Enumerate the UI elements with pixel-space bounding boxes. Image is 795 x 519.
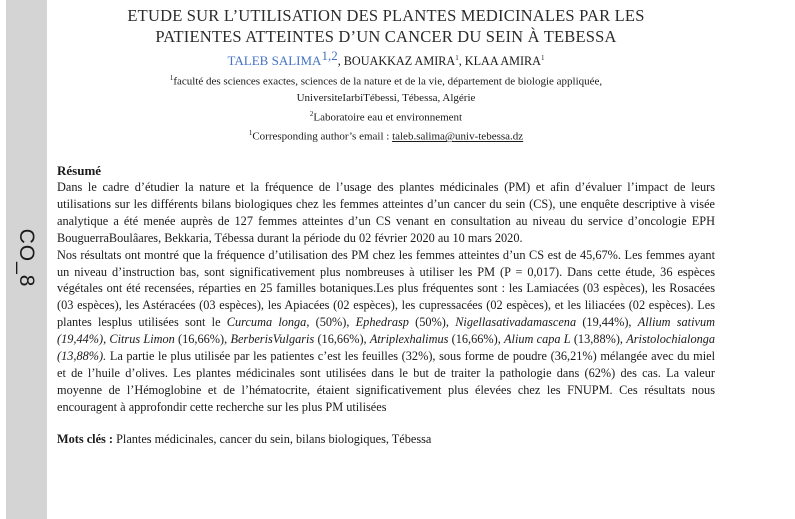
p2-part-d: (19,44%), [576,315,638,330]
title-line-2: PATIENTES ATTEINTES D’UN CANCER DU SEIN À TEBESSA [155,27,617,46]
species-allium-citrus: Allium sativum (19,44%), Citrus Limon [57,315,715,347]
author-list [57,47,715,70]
affiliation-1-line-2: UniversiteIarbiTébessi, Tébessa, Algérie [296,91,476,104]
p2-part-f: (16,66%), [314,332,370,347]
affiliation-2 [57,106,715,126]
resume-heading: Résumé [57,163,102,179]
p2-part-h: (13,88%), [570,332,627,347]
abstract-paragraph-2 [57,247,715,416]
affiliation-1 [57,70,715,90]
session-code-label: CO_8 [15,228,38,288]
affiliation-1-sup: 1 [169,74,174,83]
corresponding-sup: 1 [248,129,253,138]
author-2-sup: 1 [455,54,459,62]
affiliation-1-line-1: faculté des sciences exactes, sciences de la nature et de la vie, département de biologie appliquée, [173,75,603,88]
abstract-paragraph-1: Dans le cadre d’étudier la nature et la fréquence de l’usage des plantes médicinales (PM) et afin d’évaluer l’impact de leurs utilisations sur les différents bilans biologiques chez les femmes atteintes d’un cancer du sein (CS), une enquête descriptive à visée analytique a été menée auprès de 127 femmes atteintes d’un CS venant en consultation au niveau du service d’oncologie EPH BouguerraBoulâares, Bekkaria, Tébessa durant la période du 02 février 2020 au 10 mars 2020. [57,180,715,245]
author-2: , BOUAKKAZ AMIRA [337,54,456,69]
lead-author-sup: 1,2 [321,48,338,63]
affiliation-2-text: Laboratoire eau et environnement [313,111,463,124]
keywords [57,431,715,447]
species-berberis: BerberisVulgaris [230,332,315,347]
species-nigella: Nigellasativadamascena [455,315,577,330]
document-body [57,0,715,447]
species-alium-capa: Alium capa L [504,332,571,347]
title-line-1: ETUDE SUR L’UTILISATION DES PLANTES MEDICINALES PAR LES [127,6,645,25]
p2-part-c: (50%), [408,315,456,330]
p2-part-e: (16,66%), [174,332,231,347]
species-aristolochia: Aristolochialonga (13,88%). [57,332,716,364]
email-link[interactable]: taleb.salima@univ-tebessa.dz [392,131,524,144]
p2-part-b: (50%), [309,315,356,330]
paper-title [57,5,715,47]
lead-author: TALEB SALIMA [227,53,322,69]
p2-part-a: Nos résultats ont montré que la fréquence d’utilisation des PM chez les femmes atteintes d’un CS est de 45,67%. Les femmes ayant un niveau d’instruction bas, sont significativement plus nombreuses à utiliser les PM (P = 0,017). Dans cette étude, 36 espèces végétales ont été recensées, réparties en 25 familles botaniques.Les plus fréquentes sont : les Lamiacées (03 espèces), les Rosacées (03 espèces), les Astéracées (03 espèces), les Apiacées (02 espèces), les cupressacées (02 espèces), et les liliacées (02 espèces). Les plantes lesplus utilisées sont le [57,247,715,330]
keywords-text: Plantes médicinales, cancer du sein, bilans biologiques, Tébessa [113,431,432,446]
p2-tail: La partie le plus utilisée par les patientes c’est les feuilles (32%), sous forme de poudre (36,21%) mélangée avec du miel et de l’huile d’olives. Les plantes médicinales sont utilisées dans le but de traiter la pathologie dans (62%) des cas. La valeur moyenne de l’Hémoglobine et de l’hématocrite, étaient significativement plus élevées chez les FNUPM. Ces résultats nous encouragent à approfondir cette recherche sur les plus PM utilisées [57,349,715,414]
author-3: , KLAA AMIRA [458,54,541,69]
species-atriplex: Atriplexhalimus [369,332,449,347]
corresponding-prefix: Corresponding author’s email : [252,131,393,144]
affiliations [57,70,715,145]
species-ephedra: Ephedrasp [355,315,409,330]
author-3-sup: 1 [540,54,545,62]
species-curcuma: Curcuma longa, [226,315,310,330]
p2-part-g: (16,66%), [448,332,505,347]
keywords-label: Mots clés : [57,431,113,446]
abstract-text [57,179,715,416]
corresponding-author [57,125,715,145]
affiliation-2-sup: 2 [309,109,314,118]
